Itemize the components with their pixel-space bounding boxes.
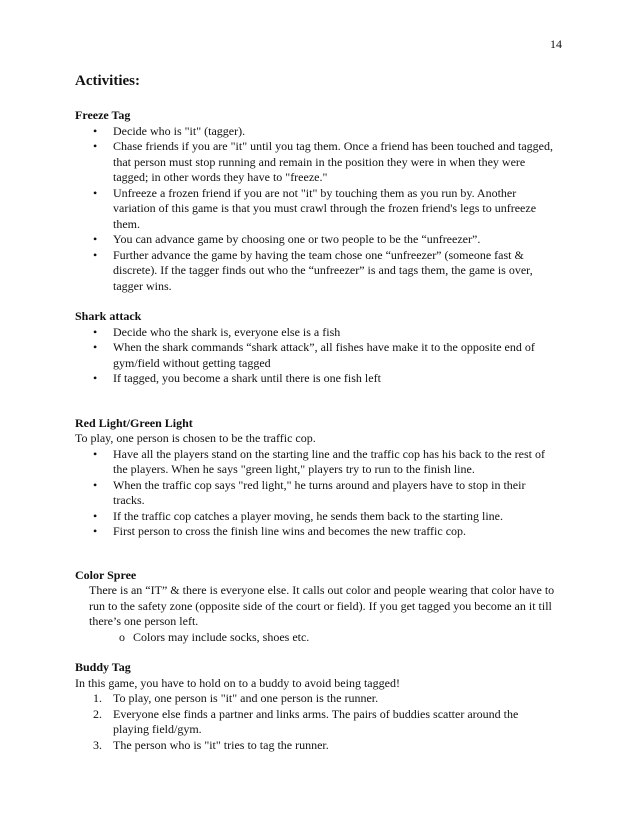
section-buddy-tag — [75, 660, 555, 753]
sub-list-item-text: Colors may include socks, shoes etc. — [133, 629, 310, 644]
section-shark-attack — [75, 309, 555, 387]
page-content — [75, 72, 555, 753]
list-item-text: If the traffic cop catches a player moving, he sends them back to the starting line. — [113, 508, 503, 523]
page-number: 14 — [550, 37, 562, 51]
bullet-icon: • — [93, 446, 98, 461]
bullet-icon: • — [93, 232, 98, 246]
list-item — [75, 524, 555, 540]
section-intro: To play, one person is chosen to be the traffic cop. — [75, 431, 316, 445]
list-item-text: When the traffic cop says "red light," he turns around and players have to stop in their tracks. — [113, 477, 526, 507]
list-item — [75, 707, 555, 738]
section-body: There is an “IT” & there is everyone else. It calls out color and people wearing that color have to run to the safety zone (opposite side of the court or field). If you get tagged you become an it till there’s one person left. — [89, 583, 555, 628]
list-item-text: Unfreeze a frozen friend if you are not "it" by touching them as you run by. Another variation of this game is that you must crawl through the frozen friend's legs to unfreeze them. — [113, 185, 537, 231]
section-intro: In this game, you have to hold on to a buddy to avoid being tagged! — [75, 675, 400, 690]
list-number: 2. — [93, 706, 102, 721]
list-item — [75, 447, 555, 478]
bullet-list — [75, 325, 555, 387]
section-color-spree — [75, 568, 555, 646]
bullet-icon: • — [93, 324, 98, 339]
list-item-text: If tagged, you become a shark until there is one fish left — [113, 371, 381, 385]
section-title: Freeze Tag — [75, 108, 131, 122]
list-item — [75, 325, 555, 341]
list-item-text: When the shark commands “shark attack”, all fishes have make it to the opposite end of gym/field without getting tagged — [113, 340, 535, 370]
bullet-icon: • — [93, 371, 98, 385]
list-item-text: First person to cross the finish line wins and becomes the new traffic cop. — [113, 524, 467, 538]
bullet-icon: • — [93, 524, 98, 538]
list-item — [75, 478, 555, 509]
list-item-text: Decide who is "it" (tagger). — [113, 123, 246, 138]
bullet-icon: • — [93, 247, 98, 262]
bullet-icon: • — [93, 139, 98, 153]
list-item — [75, 691, 555, 707]
list-item-text: Decide who the shark is, everyone else is a fish — [113, 324, 341, 339]
section-title: Buddy Tag — [75, 660, 131, 674]
bullet-icon: • — [93, 123, 98, 138]
list-item-text: Everyone else finds a partner and links arms. The pairs of buddies scatter around the playing field/gym. — [113, 706, 519, 736]
list-number: 1. — [93, 691, 102, 705]
list-item-text: You can advance game by choosing one or two people to be the “unfreezer”. — [113, 232, 481, 246]
bullet-icon: • — [93, 340, 98, 354]
list-item — [75, 124, 555, 140]
list-item — [75, 340, 555, 371]
sub-list-item — [75, 630, 555, 646]
section-title: Color Spree — [75, 567, 137, 582]
list-item-text: The person who is "it" tries to tag the runner. — [113, 737, 329, 752]
list-item — [75, 186, 555, 233]
section-title: Shark attack — [75, 309, 142, 323]
list-item — [75, 509, 555, 525]
numbered-list — [75, 691, 555, 753]
list-item-text: Have all the players stand on the starting line and the traffic cop has his back to the rest of the players. When he says "green light," players try to run to the finish line. — [113, 446, 545, 476]
circle-bullet-icon: o — [119, 629, 125, 644]
bullet-icon: • — [93, 477, 98, 492]
bullet-icon: • — [93, 508, 98, 523]
list-item — [75, 232, 555, 248]
section-title: Red Light/Green Light — [75, 415, 193, 430]
list-item — [75, 139, 555, 186]
section-red-light-green-light — [75, 416, 555, 540]
bullet-icon: • — [93, 185, 98, 200]
bullet-list — [75, 124, 555, 295]
bullet-list — [75, 447, 555, 540]
list-item-text: Chase friends if you are "it" until you tag them. Once a friend has been touched and tagged, that person must stop running and remain in the position they were in when they were tagged; in other words they have to "freeze." — [113, 139, 553, 184]
list-item-text: To play, one person is "it" and one person is the runner. — [113, 691, 379, 705]
list-item-text: Further advance the game by having the team chose one “unfreezer” (someone fast & discrete). If the tagger finds out who the “unfreezer” is and tags them, the game is over, tagger wins. — [113, 247, 533, 293]
list-item — [75, 371, 555, 387]
section-freeze-tag — [75, 108, 555, 294]
list-item — [75, 248, 555, 295]
list-item — [75, 738, 555, 754]
page-heading: Activities: — [75, 73, 140, 89]
list-number: 3. — [93, 737, 102, 752]
